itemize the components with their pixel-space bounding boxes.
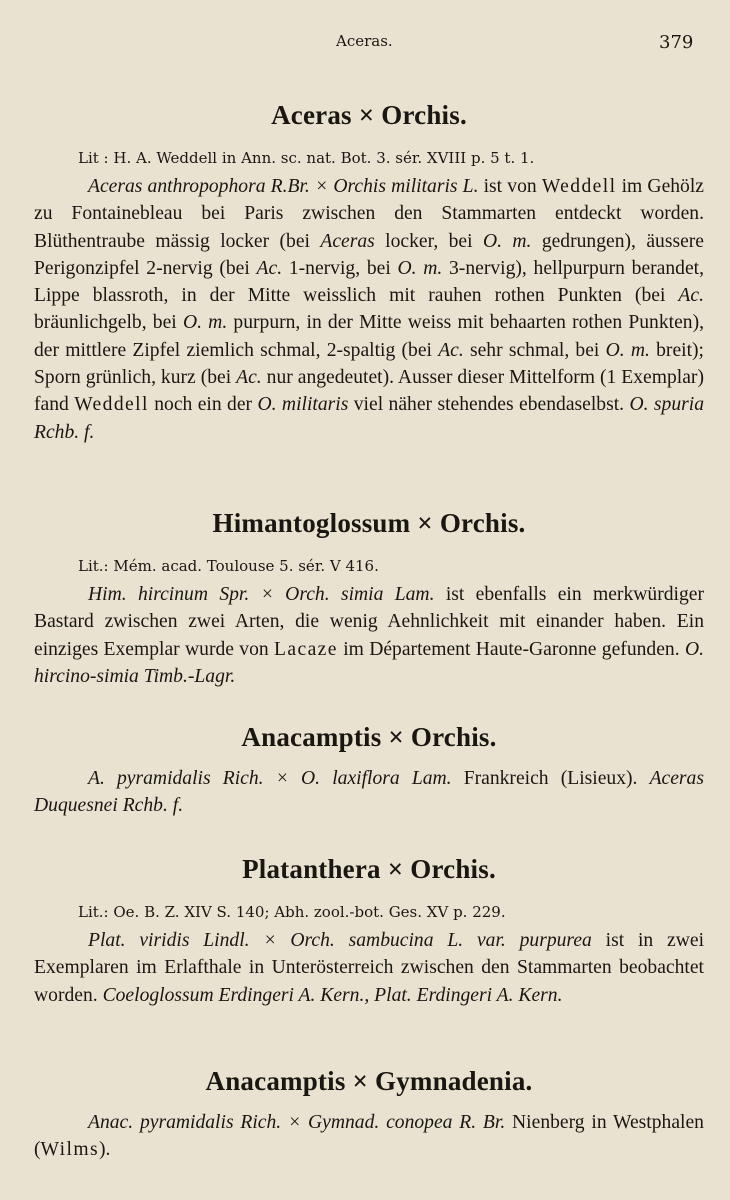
section-paragraph [34, 581, 704, 690]
taxon-name: Aceras [320, 230, 375, 252]
taxon-name: Ac. [438, 339, 464, 361]
taxon-name: Plat. viridis Lindl. × Orch. sambucina L. var. purpurea [88, 930, 592, 951]
taxon-name: O. m. [182, 312, 228, 334]
section-paragraph [34, 173, 704, 446]
paragraph-text: Frankreich (Lisieux). [451, 768, 650, 789]
taxon-name: Ac. [236, 367, 262, 389]
paragraph-text: Nienberg in Westphalen ( [34, 1112, 704, 1161]
taxon-name: Anac. pyramidalis Rich. × Gymnad. conopea R. Br. [88, 1112, 506, 1133]
author-name: Weddell [541, 176, 617, 197]
paragraph-text: 1-nervig, bei [282, 257, 398, 279]
section-paragraph [34, 765, 704, 820]
taxon-name: Ac. [256, 257, 283, 279]
paragraph-text: im Département Haute-Garonne gefunden. [337, 638, 685, 660]
section-heading: Himantoglossum × Orchis. [212, 508, 526, 538]
paragraph-text: locker, bei [374, 230, 483, 252]
paragraph-text: purpurn, in der Mitte weiss mit behaarten rothen Punkten), der mittlere Zipfel ziemlich schmal, 2-spaltig (bei [34, 312, 704, 361]
section-anacamptis-gymnadenia [34, 1066, 704, 1164]
section-anacamptis-orchis [34, 722, 704, 820]
page-number: 379 [659, 32, 694, 53]
paragraph-text: viel näher stehendes ebendaselbst. [348, 394, 630, 416]
paragraph-text: ist in zwei Exemplaren im Erlafthale in Unterösterreich zwischen den Stammarten beobachtet worden. [34, 930, 705, 1006]
author-name: Weddell [74, 394, 149, 416]
paragraph-text: gedrungen), äussere Perigonzipfel 2-nervig (bei [34, 230, 704, 279]
section-himantoglossum-orchis [34, 508, 704, 690]
running-head [0, 32, 730, 56]
paragraph-text: nur angedeutet). Ausser dieser Mittelform (1 Exemplar) fand [34, 367, 704, 416]
taxon-name: Ac. [678, 285, 704, 307]
section-aceras-orchis [34, 100, 704, 446]
taxon-name: A. pyramidalis Rich. × O. laxiflora Lam. [88, 768, 452, 789]
paragraph-text: sehr schmal, bei [463, 339, 606, 361]
paragraph-text: 3-nervig), hellpurpurn berandet, Lippe blassroth, in der Mitte weisslich mit rauhen rothen Punkten (bei [34, 257, 704, 307]
section-heading: Aceras × Orchis. [271, 100, 467, 130]
paragraph-text: ). [99, 1139, 111, 1161]
section-heading: Platanthera × Orchis. [242, 854, 496, 884]
taxon-name: O. hircino-simia Timb.-Lagr. [34, 638, 704, 687]
taxon-name: Him. hircinum Spr. × Orch. simia Lam. [88, 584, 435, 605]
taxon-name: O. m. [605, 339, 650, 361]
literature-reference: Lit : H. A. Weddell in Ann. sc. nat. Bot. 3. sér. XVIII p. 5 t. 1. [78, 149, 535, 167]
section-paragraph [34, 927, 704, 1009]
taxon-name: Coeloglossum Erdingeri A. Kern., Plat. Erdingeri A. Kern. [102, 984, 563, 1006]
taxon-name: Aceras Duquesnei Rchb. f. [34, 768, 704, 817]
paragraph-text: ist ebenfalls ein merkwürdiger Bastard zwischen zwei Arten, die wenig Aehnlichkeit mit einander haben. Ein einziges Exemplar wurde von [34, 584, 704, 660]
literature-reference: Lit.: Mém. acad. Toulouse 5. sér. V 416. [78, 557, 379, 575]
section-platanthera-orchis [34, 854, 704, 1009]
paragraph-text: breit); Sporn grünlich, kurz (bei [34, 339, 704, 389]
author-name: Lacaze [274, 638, 338, 660]
section-heading: Anacamptis × Gymnadenia. [205, 1066, 533, 1096]
paragraph-text: bräunlichgelb, bei [34, 312, 183, 334]
paragraph-text: im Gehölz zu Fontainebleau bei Paris zwischen den Stammarten entdeckt worden. Blüthentraube mässig locker (bei [34, 176, 704, 252]
taxon-name: Aceras anthropophora R.Br. × Orchis militaris L. [88, 176, 479, 197]
section-heading: Anacamptis × Orchis. [241, 722, 497, 752]
taxon-name: O. m. [397, 257, 443, 279]
taxon-name: O. spuria Rchb. f. [34, 394, 704, 443]
literature-reference: Lit.: Oe. B. Z. XIV S. 140; Abh. zool.-bot. Ges. XV p. 229. [78, 903, 506, 921]
author-name: Wilms [40, 1139, 99, 1161]
taxon-name: O. militaris [257, 394, 349, 416]
paragraph-text: noch ein der [148, 394, 258, 416]
section-paragraph [34, 1109, 704, 1164]
taxon-name: O. m. [482, 230, 532, 252]
running-title: Aceras. [336, 32, 393, 50]
paragraph-text: ist von [478, 176, 542, 197]
